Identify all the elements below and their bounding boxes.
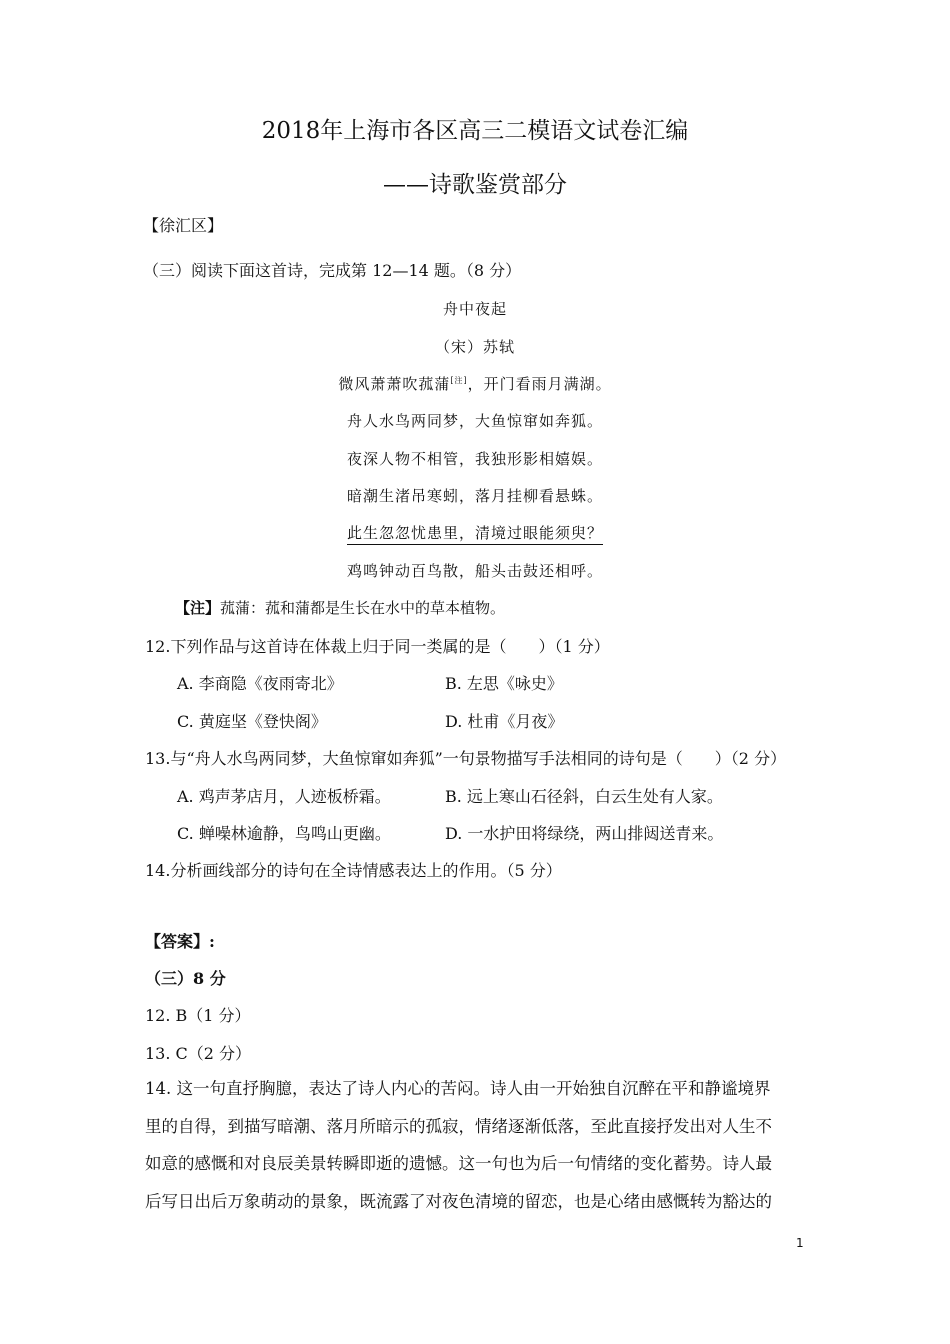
district-heading: 【徐汇区】 (143, 216, 224, 235)
section-intro: （三）阅读下面这首诗，完成第 12—14 题。（8 分） (143, 261, 522, 280)
poem-author: （宋）苏轼 (434, 338, 515, 356)
question-13-option-b: B. 远上寒山石径斜，白云生处有人家。 (445, 787, 723, 806)
poem-line-6: 鸡鸣钟动百鸟散，船头击鼓还相呼。 (346, 562, 603, 580)
footnote-marker: [注] (450, 376, 468, 385)
question-13-option-a: A. 鸡声茅店月，人迹板桥霜。 (177, 787, 391, 806)
question-12-option-a: A. 李商隐《夜雨寄北》 (177, 674, 343, 693)
poem-line-3: 夜深人物不相管，我独形影相嬉娱。 (346, 450, 603, 468)
answer-12: 12. B（1 分） (145, 1006, 251, 1025)
question-14-stem: 14.分析画线部分的诗句在全诗情感表达上的作用。（5 分） (145, 861, 562, 880)
question-12-option-c: C. 黄庭坚《登快阁》 (177, 712, 327, 731)
poem-note (175, 597, 505, 618)
question-12-option-d: D. 杜甫《月夜》 (445, 712, 564, 731)
answer-14 (145, 1070, 810, 1220)
answer-14-line: 里的自得，到描写暗潮、落月所暗示的孤寂，情绪逐渐低落，至此直接抒发出对人生不 (145, 1116, 772, 1136)
answer-14-line: 14. 这一句直抒胸臆，表达了诗人内心的苦闷。诗人由一开始独自沉醉在平和静谧境界 (145, 1079, 771, 1098)
question-12-option-b: B. 左思《咏史》 (445, 674, 563, 693)
answers-section: （三）8 分 (145, 969, 226, 988)
answer-13: 13. C（2 分） (145, 1044, 252, 1063)
page-title: 2018年上海市各区高三二模语文试卷汇编 (261, 118, 689, 144)
poem-line-1-rest: ，开门看雨月满湖。 (467, 375, 612, 393)
question-13-option-c: C. 蝉噪林逾静，鸟鸣山更幽。 (177, 824, 391, 843)
question-13-option-d: D. 一水护田将绿绕，两山排闼送青来。 (445, 824, 724, 843)
note-text: 菰蒲：菰和蒲都是生长在水中的草本植物。 (220, 599, 506, 617)
poem-title: 舟中夜起 (442, 300, 507, 318)
poem-line-2: 舟人水鸟两同梦，大鱼惊窜如奔狐。 (346, 412, 603, 430)
underlined-poem-line: 此生忽忽忧患里，清境过眼能须臾？ (347, 524, 603, 545)
poem-line-4: 暗潮生渚吊寒蚓，落月挂柳看悬蛛。 (346, 487, 603, 505)
answer-14-line: 后写日出后万象萌动的景象，既流露了对夜色清境的留恋，也是心绪由感慨转为豁达的 (145, 1191, 772, 1211)
page-number: 1 (796, 1236, 804, 1250)
question-13-stem: 13.与“舟人水鸟两同梦，大鱼惊窜如奔狐”一句景物描写手法相同的诗句是（ ）（2 分） (145, 749, 787, 768)
poem-line-5 (0, 522, 950, 543)
poem-line-1 (0, 373, 950, 394)
question-12-stem: 12.下列作品与这首诗在体裁上归于同一类属的是（ ）（1 分） (145, 637, 610, 656)
note-label: 【注】 (175, 599, 221, 617)
answers-heading: 【答案】: (145, 932, 215, 951)
poem-line-1-text: 微风萧萧吹菰蒲 (338, 375, 451, 393)
answer-14-line: 如意的感慨和对良辰美景转瞬即逝的遗憾。这一句也为后一句情绪的变化蓄势。诗人最 (145, 1154, 772, 1173)
page-subtitle: ——诗歌鉴赏部分 (383, 172, 567, 198)
